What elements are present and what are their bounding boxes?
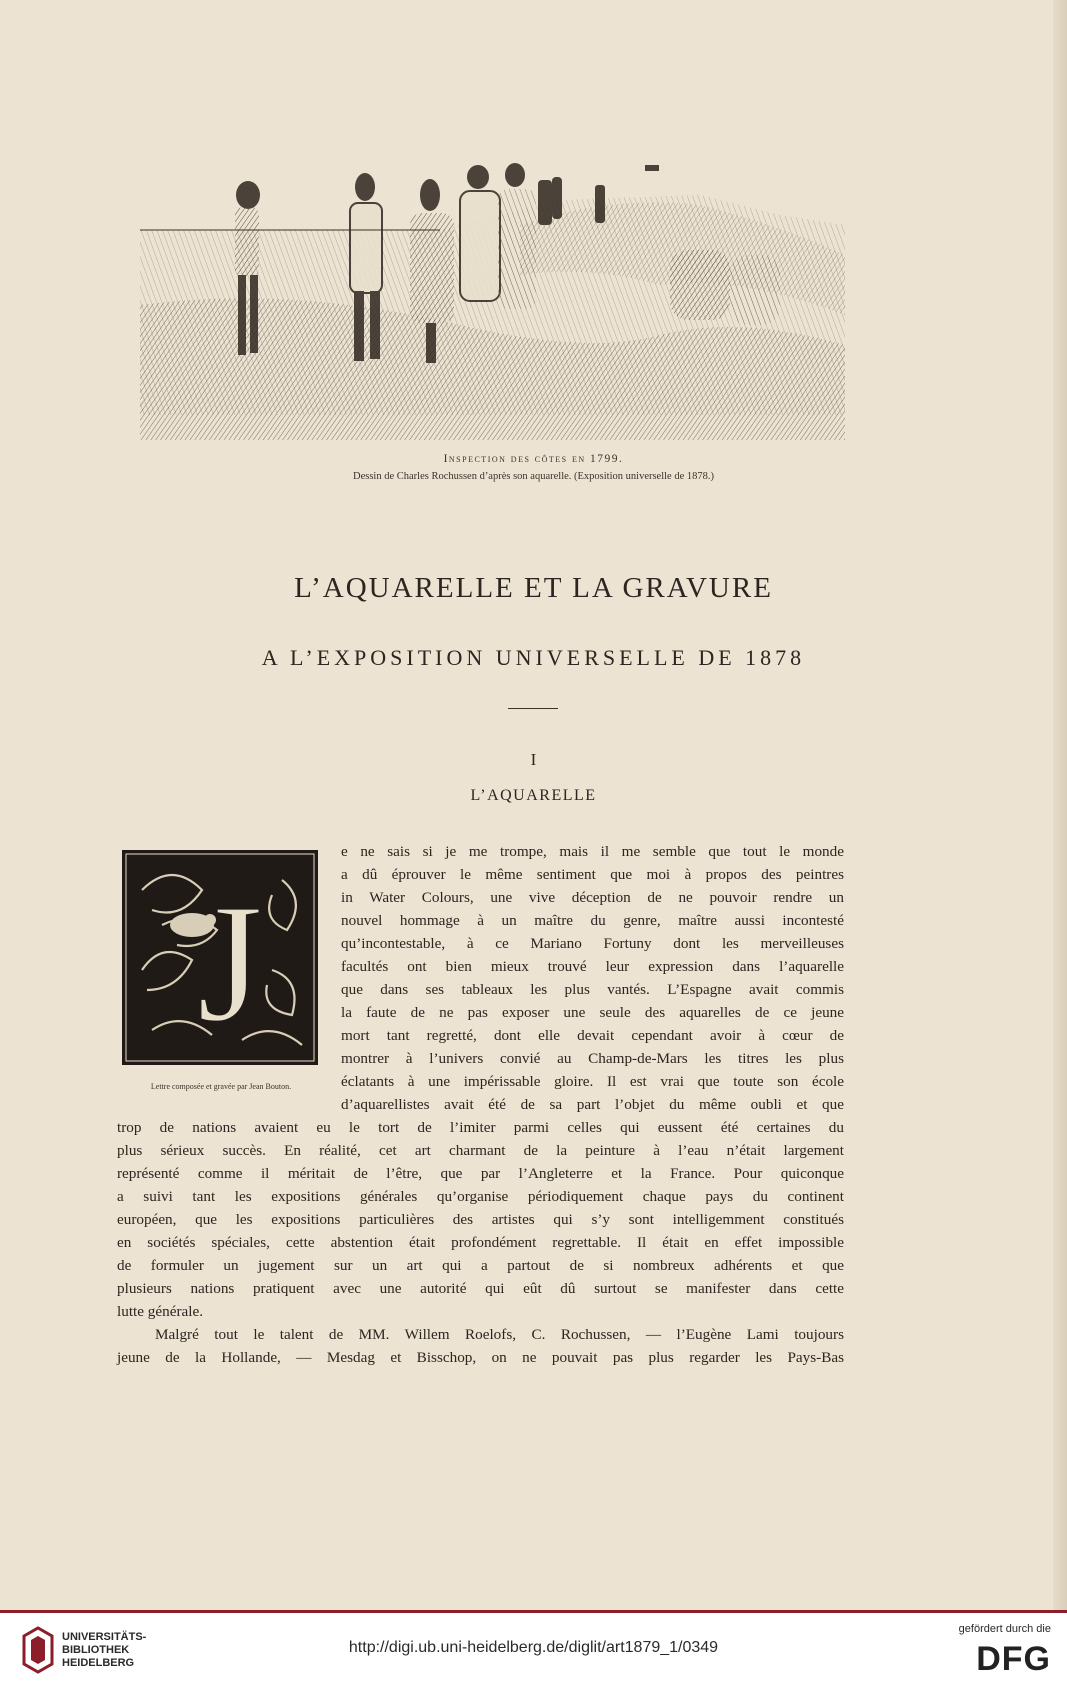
body-text-line: lutte générale. bbox=[117, 1303, 204, 1320]
initial-letter-caption: Lettre composée et gravée par Jean Bouton. bbox=[150, 1082, 292, 1091]
dfg-logo[interactable]: DFG bbox=[976, 1640, 1051, 1678]
initial-letter-glyph: J bbox=[196, 869, 264, 1057]
body-text-line: e ne sais si je me trompe, mais il me semble que tout le monde bbox=[341, 843, 844, 860]
illustration-caption-title: Inspection des côtes en 1799. bbox=[443, 453, 624, 465]
body-text-line: nouvel hommage à un maître du genre, maître aussi incontesté bbox=[341, 912, 844, 929]
body-text-line: in Water Colours, une vive déception de ne pouvoir rendre un bbox=[341, 889, 844, 906]
body-text-line: plusieurs nations pratiquent avec une autorité qui eût dû surtout se manifester dans cette bbox=[117, 1280, 844, 1297]
section-title: L’AQUARELLE bbox=[470, 787, 597, 804]
body-text-line: de formuler un jugement sur un art qui a partout de si nombreux adhérents et que bbox=[117, 1257, 844, 1274]
article-subtitle: A L’EXPOSITION UNIVERSELLE DE 1878 bbox=[261, 645, 806, 670]
body-text-line: représenté comme il méritait de l’être, que par l’Angleterre et la France. Pour quiconque bbox=[117, 1165, 844, 1182]
article-title: L’AQUARELLE ET LA GRAVURE bbox=[294, 572, 773, 604]
section-number: I bbox=[530, 750, 537, 769]
logo-text-line: HEIDELBERG bbox=[62, 1657, 135, 1669]
body-text-line: que dans ses tableaux les plus vantés. L’Espagne avait commis bbox=[341, 981, 844, 998]
engraving-illustration bbox=[140, 155, 845, 450]
title-divider bbox=[508, 708, 558, 709]
body-text-line: plus sérieux succès. En réalité, cet art charmant de la peinture à l’eau n’était largement bbox=[117, 1142, 844, 1159]
body-text-line: montrer à l’univers convié au Champ-de-Mars les titres les plus bbox=[341, 1050, 844, 1067]
body-text-line: jeune de la Hollande, — Mesdag et Bisschop, on ne pouvait pas plus regarder les Pays-Bas bbox=[117, 1349, 844, 1366]
logo-text-line: UNIVERSITÄTS- bbox=[62, 1631, 147, 1643]
body-text-line: mort tant regretté, dont elle devait cependant avoir à cœur de bbox=[341, 1027, 844, 1044]
body-text-line: facultés ont bien mieux trouvé leur expression dans l’aquarelle bbox=[341, 958, 844, 975]
body-text-line: européen, que les expositions particulières des artistes qui s’y sont intelligemment constitués bbox=[117, 1211, 844, 1228]
page-edge-shadow bbox=[1053, 0, 1067, 1610]
body-text-line: qu’incontestable, à ce Mariano Fortuny dont les merveilleuses bbox=[341, 935, 844, 952]
illustration-caption-credit: Dessin de Charles Rochussen d’après son aquarelle. (Exposition universelle de 1878.) bbox=[353, 471, 714, 482]
body-text-line: d’aquarellistes avait été de sa part l’objet du même oubli et que bbox=[341, 1096, 844, 1113]
body-text-line: a dû éprouver le même sentiment que moi à propos des peintres bbox=[341, 866, 844, 883]
footer-divider bbox=[0, 1610, 1067, 1613]
body-text-line: trop de nations avaient eu le tort de l’imiter parmi celles qui eussent été certaines du bbox=[117, 1119, 844, 1136]
permalink-url[interactable]: http://digi.ub.uni-heidelberg.de/diglit/art1879_1/0349 bbox=[348, 1639, 719, 1656]
body-text-line: éclatants à une impérissable gloire. Il est vrai que toute son école bbox=[341, 1073, 844, 1090]
body-text-line: en sociétés spéciales, cette abstention était profondément regrettable. Il était en effet impossible bbox=[117, 1234, 844, 1251]
decorative-initial-letter bbox=[122, 850, 318, 1065]
body-text-line: Malgré tout le talent de MM. Willem Roelofs, C. Rochussen, — l’Eugène Lami toujours bbox=[155, 1326, 844, 1343]
body-text-line: la faute de ne pas exposer une seule des aquarelles de ce jeune bbox=[341, 1004, 844, 1021]
funding-note: gefördert durch die bbox=[958, 1623, 1051, 1635]
logo-text-line: BIBLIOTHEK bbox=[62, 1644, 130, 1656]
body-text-line: a suivi tant les expositions générales qu’organise périodiquement chaque pays du continent bbox=[117, 1188, 844, 1205]
